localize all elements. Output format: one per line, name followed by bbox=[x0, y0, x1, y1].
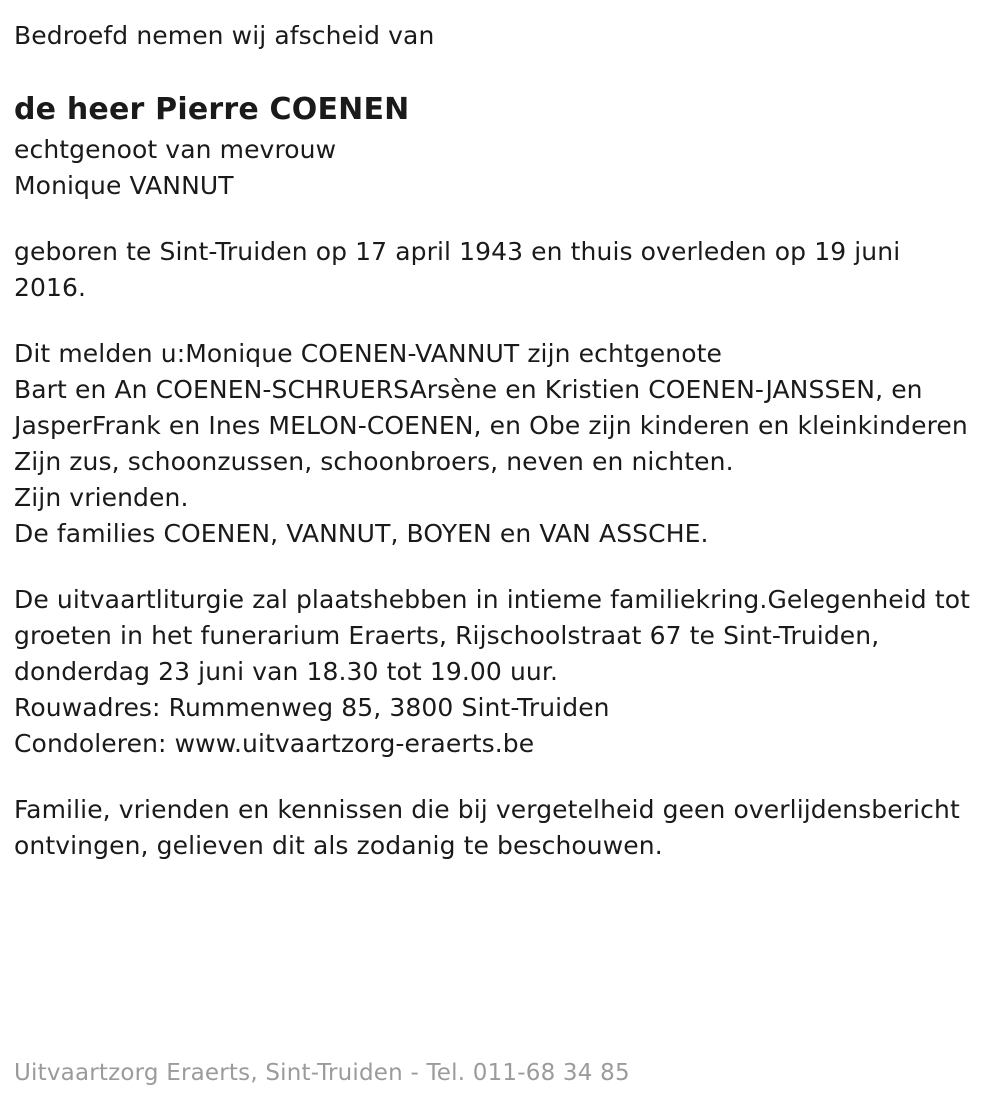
deceased-name: de heer Pierre COENEN bbox=[14, 92, 410, 127]
announcer-line: Dit melden u:Monique COENEN-VANNUT zijn echtgenote bbox=[14, 339, 722, 368]
spacer bbox=[14, 54, 978, 88]
announcer-line: De families COENEN, VANNUT, BOYEN en VAN ASSCHE. bbox=[14, 519, 709, 548]
service-details: De uitvaartliturgie zal plaatshebben in intieme familiekring.Gelegenheid tot groeten in het funerarium Eraerts, Rijschoolstraat 67 te Sint-Truiden, donderdag 23 juni van 18.30 tot 19.00 uur. bbox=[14, 585, 979, 686]
birth-death-text: geboren te Sint-Truiden op 17 april 1943 en thuis overleden op 19 juni 2016. bbox=[14, 237, 909, 302]
spacer bbox=[14, 306, 978, 336]
spouse-label: echtgenoot van mevrouw bbox=[14, 135, 337, 164]
spouse-name: Monique VANNUT bbox=[14, 171, 234, 200]
spacer bbox=[14, 204, 978, 234]
announcer-line: Zijn zus, schoonzussen, schoonbroers, neven en nichten. bbox=[14, 447, 734, 476]
condolence-link: Condoleren: www.uitvaartzorg-eraerts.be bbox=[14, 729, 535, 758]
spacer bbox=[14, 762, 978, 792]
intro-text: Bedroefd nemen wij afscheid van bbox=[14, 21, 435, 50]
mourning-address: Rouwadres: Rummenweg 85, 3800 Sint-Truiden bbox=[14, 693, 610, 722]
general-notice: Familie, vrienden en kennissen die bij vergetelheid geen overlijdensbericht ontvingen, gelieven dit als zodanig te beschouwen. bbox=[14, 795, 968, 860]
announcer-line: Bart en An COENEN-SCHRUERSArsène en Kristien COENEN-JANSSEN, en JasperFrank en Ines MELON-COENEN, en Obe zijn kinderen en kleinkinderen bbox=[14, 375, 968, 440]
funeral-home-footer: Uitvaartzorg Eraerts, Sint-Truiden - Tel. 011-68 34 85 bbox=[14, 1060, 630, 1086]
announcer-line: Zijn vrienden. bbox=[14, 483, 189, 512]
spacer bbox=[14, 552, 978, 582]
